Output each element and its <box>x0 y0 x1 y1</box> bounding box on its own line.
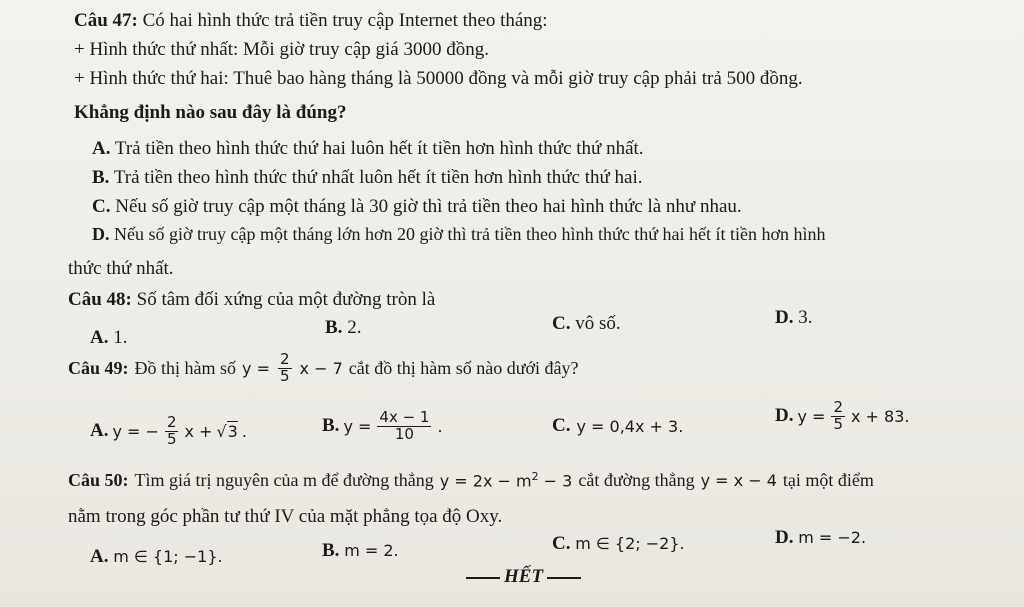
option-text: y = 0,4x + 3. <box>576 416 684 436</box>
q48-text: Số tâm đối xứng của một đường tròn là <box>136 289 436 310</box>
q49-option-b <box>322 410 443 443</box>
numerator: 2 <box>166 413 177 431</box>
option-label: A. <box>90 546 109 567</box>
option-label: D. <box>775 527 794 548</box>
option-label: C. <box>552 415 571 436</box>
option-text: m ∈ {1; −1}. <box>113 547 223 566</box>
option-b-fraction <box>377 410 431 443</box>
q50-option-b <box>322 540 399 562</box>
q50-text3: tại một điểm <box>782 470 874 491</box>
q49-eq-lhs: y = <box>242 358 270 378</box>
denominator: 5 <box>166 429 177 448</box>
q50-stem <box>68 470 874 491</box>
q49-text-post: cắt đồ thị hàm số nào dưới đây? <box>348 357 579 378</box>
q49-option-d <box>775 400 910 433</box>
option-label: A. <box>90 420 109 442</box>
option-a-fraction <box>165 415 179 448</box>
q50-text1: Tìm giá trị nguyên của m để đường thẳng <box>134 470 434 491</box>
option-a-end: . <box>241 421 247 441</box>
option-label: B. <box>325 317 343 338</box>
q47-stem <box>74 10 548 32</box>
option-label: C. <box>92 196 111 217</box>
option-text: m = −2. <box>798 528 867 547</box>
q48-option-b <box>325 317 361 339</box>
footer-text: HẾT <box>504 566 544 587</box>
option-text: m = 2. <box>344 541 399 560</box>
sqrt-symbol: √3 <box>216 421 238 441</box>
q48-label: Câu 48: <box>68 289 132 310</box>
numerator: 4x − 1 <box>379 408 430 426</box>
option-text: m ∈ {2; −2}. <box>575 534 685 553</box>
q50-option-d <box>775 527 866 549</box>
numerator: 2 <box>833 398 843 416</box>
q48-option-a <box>90 327 127 349</box>
option-label: A. <box>90 327 109 348</box>
option-b-end: . <box>437 416 443 436</box>
option-a-post: x + <box>184 421 213 441</box>
option-text: Nếu số giờ truy cập một tháng là 30 giờ thì trả tiền theo hai hình thức là như nhau. <box>115 196 742 217</box>
q50-eq1-main: y = 2x − m <box>439 471 532 491</box>
q49-option-c <box>552 415 683 437</box>
footer-dash-right <box>547 577 581 579</box>
q50-option-c <box>552 533 685 555</box>
option-d-fraction <box>831 400 845 433</box>
q50-text2: cắt đường thẳng <box>578 470 695 491</box>
q50-option-a <box>90 546 223 568</box>
q47-prompt: Khẳng định nào sau đây là đúng? <box>74 102 347 123</box>
option-text: Nếu số giờ truy cập một tháng lớn hơn 20 giờ thì trả tiền theo hình thức thứ hai hết ít tiền hơn hình <box>114 224 826 244</box>
q47-option-a <box>92 138 644 160</box>
q50-label: Câu 50: <box>68 470 129 491</box>
q49-eq-rest: x − 7 <box>299 358 343 378</box>
option-label: B. <box>322 415 340 437</box>
denominator: 5 <box>279 366 290 385</box>
q50-eq1-exponent: 2 <box>531 470 539 483</box>
option-text: vô số. <box>575 313 621 334</box>
option-text: 1. <box>113 327 128 348</box>
sqrt-radicand: 3 <box>227 421 238 441</box>
q49-label: Câu 49: <box>68 357 129 378</box>
q49-eq-fraction <box>278 352 292 385</box>
q47-item2: + Hình thức thứ hai: Thuê bao hàng tháng là 50000 đồng và mỗi giờ truy cập phải trả 500 đồng. <box>74 68 803 89</box>
q47-option-c <box>92 196 742 218</box>
option-label: D. <box>92 224 110 244</box>
q47-option-d <box>92 224 826 245</box>
option-label: A. <box>92 138 111 159</box>
option-label: B. <box>322 540 340 561</box>
footer-dash-left <box>466 577 500 579</box>
q50-eq2: y = x − 4 <box>700 471 777 491</box>
end-marker <box>462 566 585 588</box>
option-text: Trả tiền theo hình thức thứ hai luôn hết ít tiền hơn hình thức thứ nhất. <box>114 138 644 159</box>
q48-option-c <box>552 313 621 335</box>
q48-stem <box>68 289 435 311</box>
option-text: Trả tiền theo hình thức thứ nhất luôn hết ít tiền hơn hình thức thứ hai. <box>113 167 643 188</box>
option-label: C. <box>552 533 571 554</box>
q49-stem <box>68 352 579 385</box>
option-label: D. <box>775 307 794 328</box>
q50-stem-line2: nằm trong góc phần tư thứ IV của mặt phẳng tọa độ Oxy. <box>68 506 503 527</box>
q47-label: Câu 47: <box>74 10 138 31</box>
option-text: 2. <box>347 317 362 338</box>
option-b-pre: y = <box>343 416 372 436</box>
option-text: 3. <box>798 307 813 328</box>
q48-option-d <box>775 307 812 329</box>
option-label: C. <box>552 313 571 334</box>
q50-eq1 <box>440 470 573 490</box>
option-d-post: x + 83. <box>851 406 910 426</box>
q47-option-d-continued: thức thứ nhất. <box>68 258 174 279</box>
q49-text-pre: Đồ thị hàm số <box>134 357 237 378</box>
option-label: D. <box>775 405 794 427</box>
q47-text: Có hai hình thức trả tiền truy cập Internet theo tháng: <box>142 10 548 31</box>
q47-option-b <box>92 167 643 189</box>
q47-item1: + Hình thức thứ nhất: Mỗi giờ truy cập giá 3000 đồng. <box>74 39 489 60</box>
option-a-pre: y = − <box>112 421 159 441</box>
denominator: 5 <box>833 414 843 433</box>
q49-option-a <box>90 415 247 448</box>
denominator: 10 <box>394 424 414 443</box>
q50-eq1-end: − 3 <box>538 471 573 491</box>
option-d-pre: y = <box>797 406 826 426</box>
numerator: 2 <box>279 350 290 368</box>
option-label: B. <box>92 167 110 188</box>
